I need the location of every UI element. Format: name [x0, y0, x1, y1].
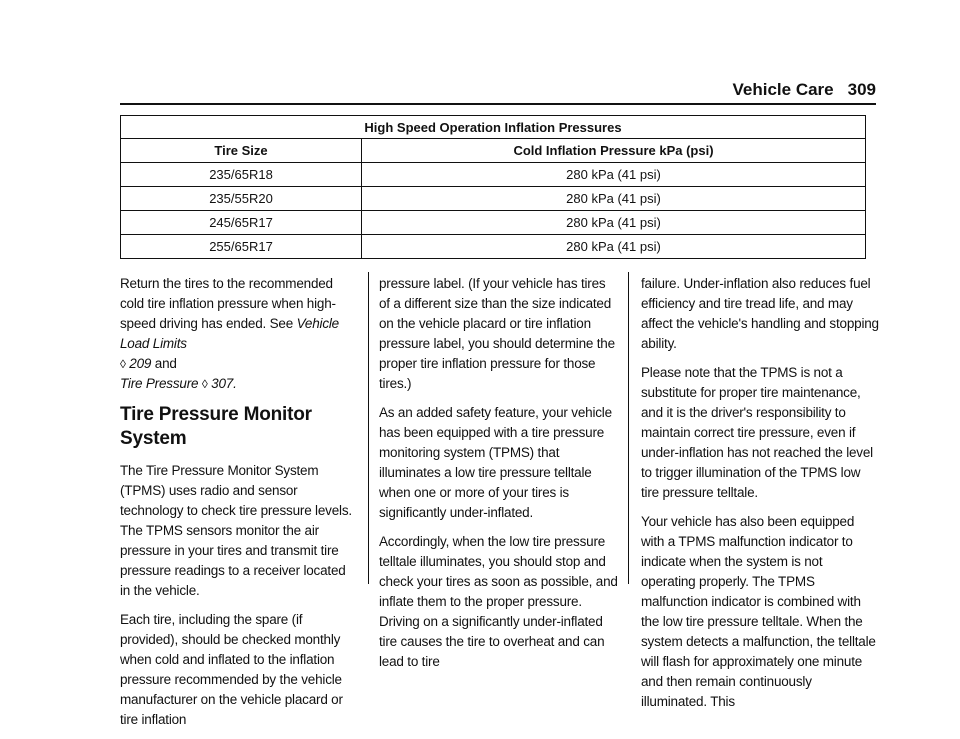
link-page-307[interactable]: 307 — [211, 376, 234, 391]
page-ref-icon: ◊ — [201, 377, 208, 391]
table-row — [121, 163, 866, 187]
section-heading: Tire Pressure Monitor System — [120, 404, 312, 449]
text-column-1 — [120, 274, 355, 739]
table-row — [121, 235, 866, 259]
tire-size-cell: 235/65R18 — [121, 163, 362, 187]
header-divider — [120, 103, 876, 105]
paragraph: pressure label. (If your vehicle has tires of a different size than the size indicated on the vehicle placard or tire inflation pressure label, you should determine the proper tire inflation pressure for those tires.) — [379, 276, 615, 391]
intro-text: Return the tires to the recommended cold tire inflation pressure when high-speed driving has ended. See — [120, 276, 336, 331]
paragraph: As an added safety feature, your vehicle has been equipped with a tire pressure monitoring system (TPMS) that illuminates a low tire pressure telltale when one or more of your tires is significantly under-inflated. — [379, 405, 612, 520]
intro-paragraph: Return the tires to the recommended cold tire inflation pressure when high-speed driving has ended. See Vehicle Load Limits ◊ 209 and Tire Pressure ◊ 307. — [120, 276, 339, 391]
page-number: 309 — [847, 80, 876, 99]
column-divider — [628, 272, 629, 584]
section-title: Vehicle Care — [732, 80, 834, 99]
tire-size-cell: 255/65R17 — [121, 235, 362, 259]
link-tire-pressure[interactable]: Tire Pressure — [120, 376, 199, 391]
column-divider — [368, 272, 369, 584]
tire-size-cell: 245/65R17 — [121, 211, 362, 235]
table-row — [121, 211, 866, 235]
paragraph: Accordingly, when the low tire pressure telltale illuminates, you should stop and check your tires as soon as possible, and inflate them to the proper pressure. Driving on a significantly under-inflated tire causes the tire to overheat and can lead to tire — [379, 534, 618, 669]
pressure-cell: 280 kPa (41 psi) — [362, 187, 866, 211]
text-column-2 — [379, 274, 619, 681]
column-header-tire-size: Tire Size — [121, 139, 362, 163]
paragraph: Please note that the TPMS is not a substitute for proper tire maintenance, and it is the driver's responsibility to maintain correct tire pressure, even if under-inflation has not reached the level to trigger illumination of the TPMS low tire pressure telltale. — [641, 365, 873, 500]
pressure-cell: 280 kPa (41 psi) — [362, 211, 866, 235]
paragraph: The Tire Pressure Monitor System (TPMS) uses radio and sensor technology to check tire pressure levels. The TPMS sensors monitor the air pressure in your tires and transmit tire pressure readings to a receiver located in the vehicle. — [120, 463, 352, 598]
page-ref-icon: ◊ — [120, 357, 126, 371]
pressure-cell: 280 kPa (41 psi) — [362, 163, 866, 187]
and-text: and — [151, 356, 177, 371]
paragraph: Your vehicle has also been equipped with a TPMS malfunction indicator to indicate when the system is not operating properly. The TPMS malfunction indicator is combined with the low tire pressure telltale. When the system detects a malfunction, the telltale will flash for approximately one minute and then remain continuously illuminated. This — [641, 514, 876, 709]
page-header — [120, 80, 876, 104]
inflation-pressure-table — [120, 115, 866, 259]
table-row — [121, 187, 866, 211]
link-vehicle-load-limits[interactable]: Vehicle Load Limits — [120, 316, 339, 351]
tire-size-cell: 235/55R20 — [121, 187, 362, 211]
column-header-pressure: Cold Inflation Pressure kPa (psi) — [362, 139, 866, 163]
paragraph: failure. Under-inflation also reduces fuel efficiency and tire tread life, and may affect the vehicle's handling and stopping ability. — [641, 276, 879, 351]
link-page-209[interactable]: 209 — [129, 356, 152, 371]
text-column-3 — [641, 274, 879, 721]
pressure-cell: 280 kPa (41 psi) — [362, 235, 866, 259]
paragraph: Each tire, including the spare (if provided), should be checked monthly when cold and inflated to the inflation pressure recommended by the vehicle manufacturer on the vehicle placard or tire inflation — [120, 612, 343, 727]
table-title: High Speed Operation Inflation Pressures — [121, 116, 866, 139]
